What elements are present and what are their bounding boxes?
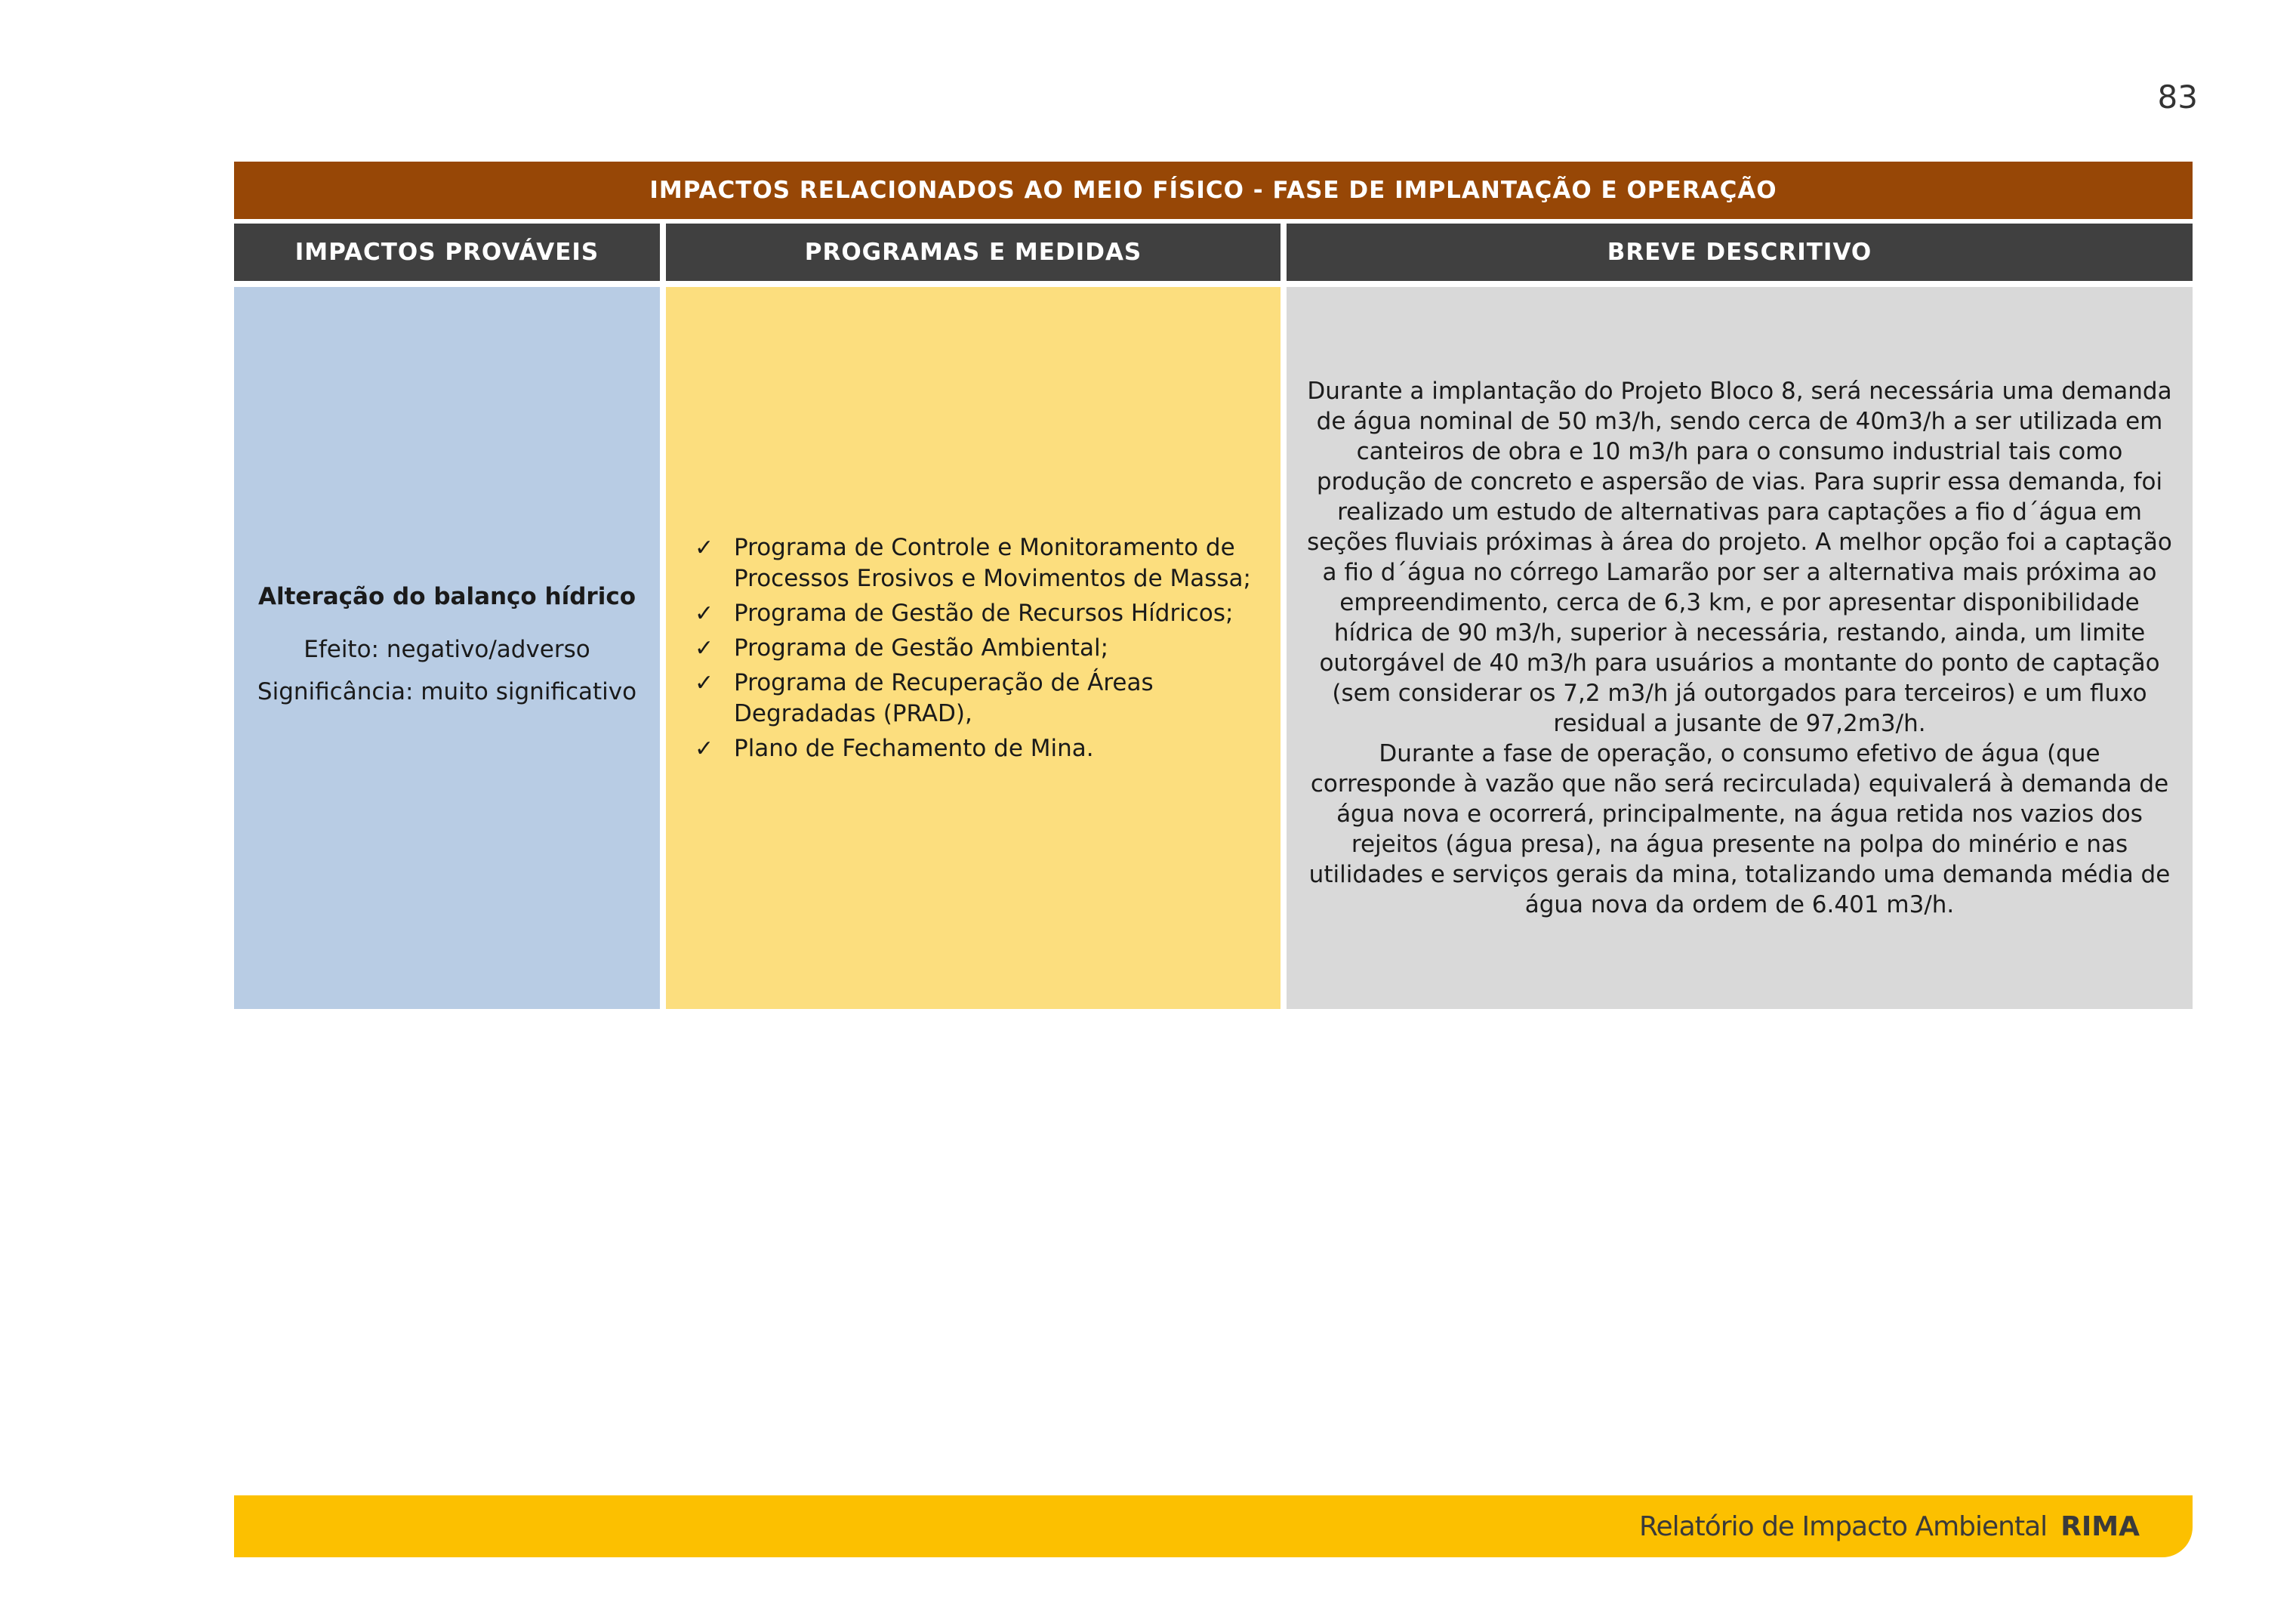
- program-item: [695, 633, 1259, 664]
- program-item: [695, 598, 1259, 629]
- program-item: [695, 668, 1259, 730]
- impact-effect: Efeito: negativo/adverso: [304, 636, 590, 663]
- description-cell: [1287, 287, 2193, 1009]
- footer-bar: [234, 1495, 2193, 1557]
- checkmark-icon: ✓: [695, 735, 714, 762]
- impact-significance: Significância: muito significativo: [257, 678, 637, 705]
- description-paragraph-implantacao: Durante a implantação do Projeto Bloco 8, será necessária uma demanda de água nominal de 50 m3/h, sendo cerca de 40m3/h a ser utilizada em canteiros de obra e 10 m3/h para o consumo industrial tais como produção de concreto e aspersão de vias. Para suprir essa demanda, foi realizado um estudo de alternativas para captações a fio d´água em seções fluviais próximas à área do projeto. A melhor opção foi a captação a fio d´água no córrego Lamarão por ser a alternativa mais próxima ao empreendimento, cerca de 6,3 km, e por apresentar disponibilidade hídrica de 90 m3/h, superior à necessária, restando, ainda, um limite outorgável de 40 m3/h para usuários a montante do ponto de captação (sem considerar os 7,2 m3/h já outorgados para terceiros) e um fluxo residual a jusante de 97,2m3/h.: [1307, 378, 2172, 737]
- program-list: [695, 529, 1259, 768]
- checkmark-icon: ✓: [695, 634, 714, 662]
- checkmark-icon: ✓: [695, 669, 714, 696]
- description-body: [1303, 376, 2176, 920]
- table-title: IMPACTOS RELACIONADOS AO MEIO FÍSICO - FASE DE IMPLANTAÇÃO E OPERAÇÃO: [234, 162, 2193, 219]
- footer-brand: RIMA: [2060, 1510, 2140, 1542]
- impact-name: Alteração do balanço hídrico: [258, 583, 636, 610]
- program-label: Programa de Controle e Monitoramento de Processos Erosivos e Movimentos de Massa;: [734, 533, 1251, 592]
- footer-label: Relatório de Impacto Ambiental: [1639, 1510, 2048, 1542]
- program-item: [695, 733, 1259, 764]
- checkmark-icon: ✓: [695, 600, 714, 627]
- program-label: Programa de Gestão de Recursos Hídricos;: [734, 599, 1234, 627]
- page-number: 83: [2157, 79, 2198, 116]
- checkmark-icon: ✓: [695, 534, 714, 561]
- header-breve-descritivo: BREVE DESCRITIVO: [1287, 224, 2193, 281]
- header-programas-e-medidas: PROGRAMAS E MEDIDAS: [666, 224, 1281, 281]
- program-label: Programa de Gestão Ambiental;: [734, 634, 1109, 662]
- impact-cell: [234, 287, 660, 1009]
- programs-cell: [666, 287, 1281, 1009]
- program-label: Plano de Fechamento de Mina.: [734, 734, 1094, 762]
- program-label: Programa de Recuperação de Áreas Degradadas (PRAD),: [734, 668, 1154, 727]
- description-paragraph-operacao: Durante a fase de operação, o consumo efetivo de água (que corresponde à vazão que não será recirculada) equivalerá à demanda de água nova e ocorrerá, principalmente, na água retida nos vazios dos rejeitos (água presa), na água presente na polpa do minério e nas utilidades e serviços gerais da mina, totalizando uma demanda média de água nova da ordem de 6.401 m3/h.: [1308, 740, 2171, 918]
- program-item: [695, 532, 1259, 594]
- header-impactos-provaveis: IMPACTOS PROVÁVEIS: [234, 224, 660, 281]
